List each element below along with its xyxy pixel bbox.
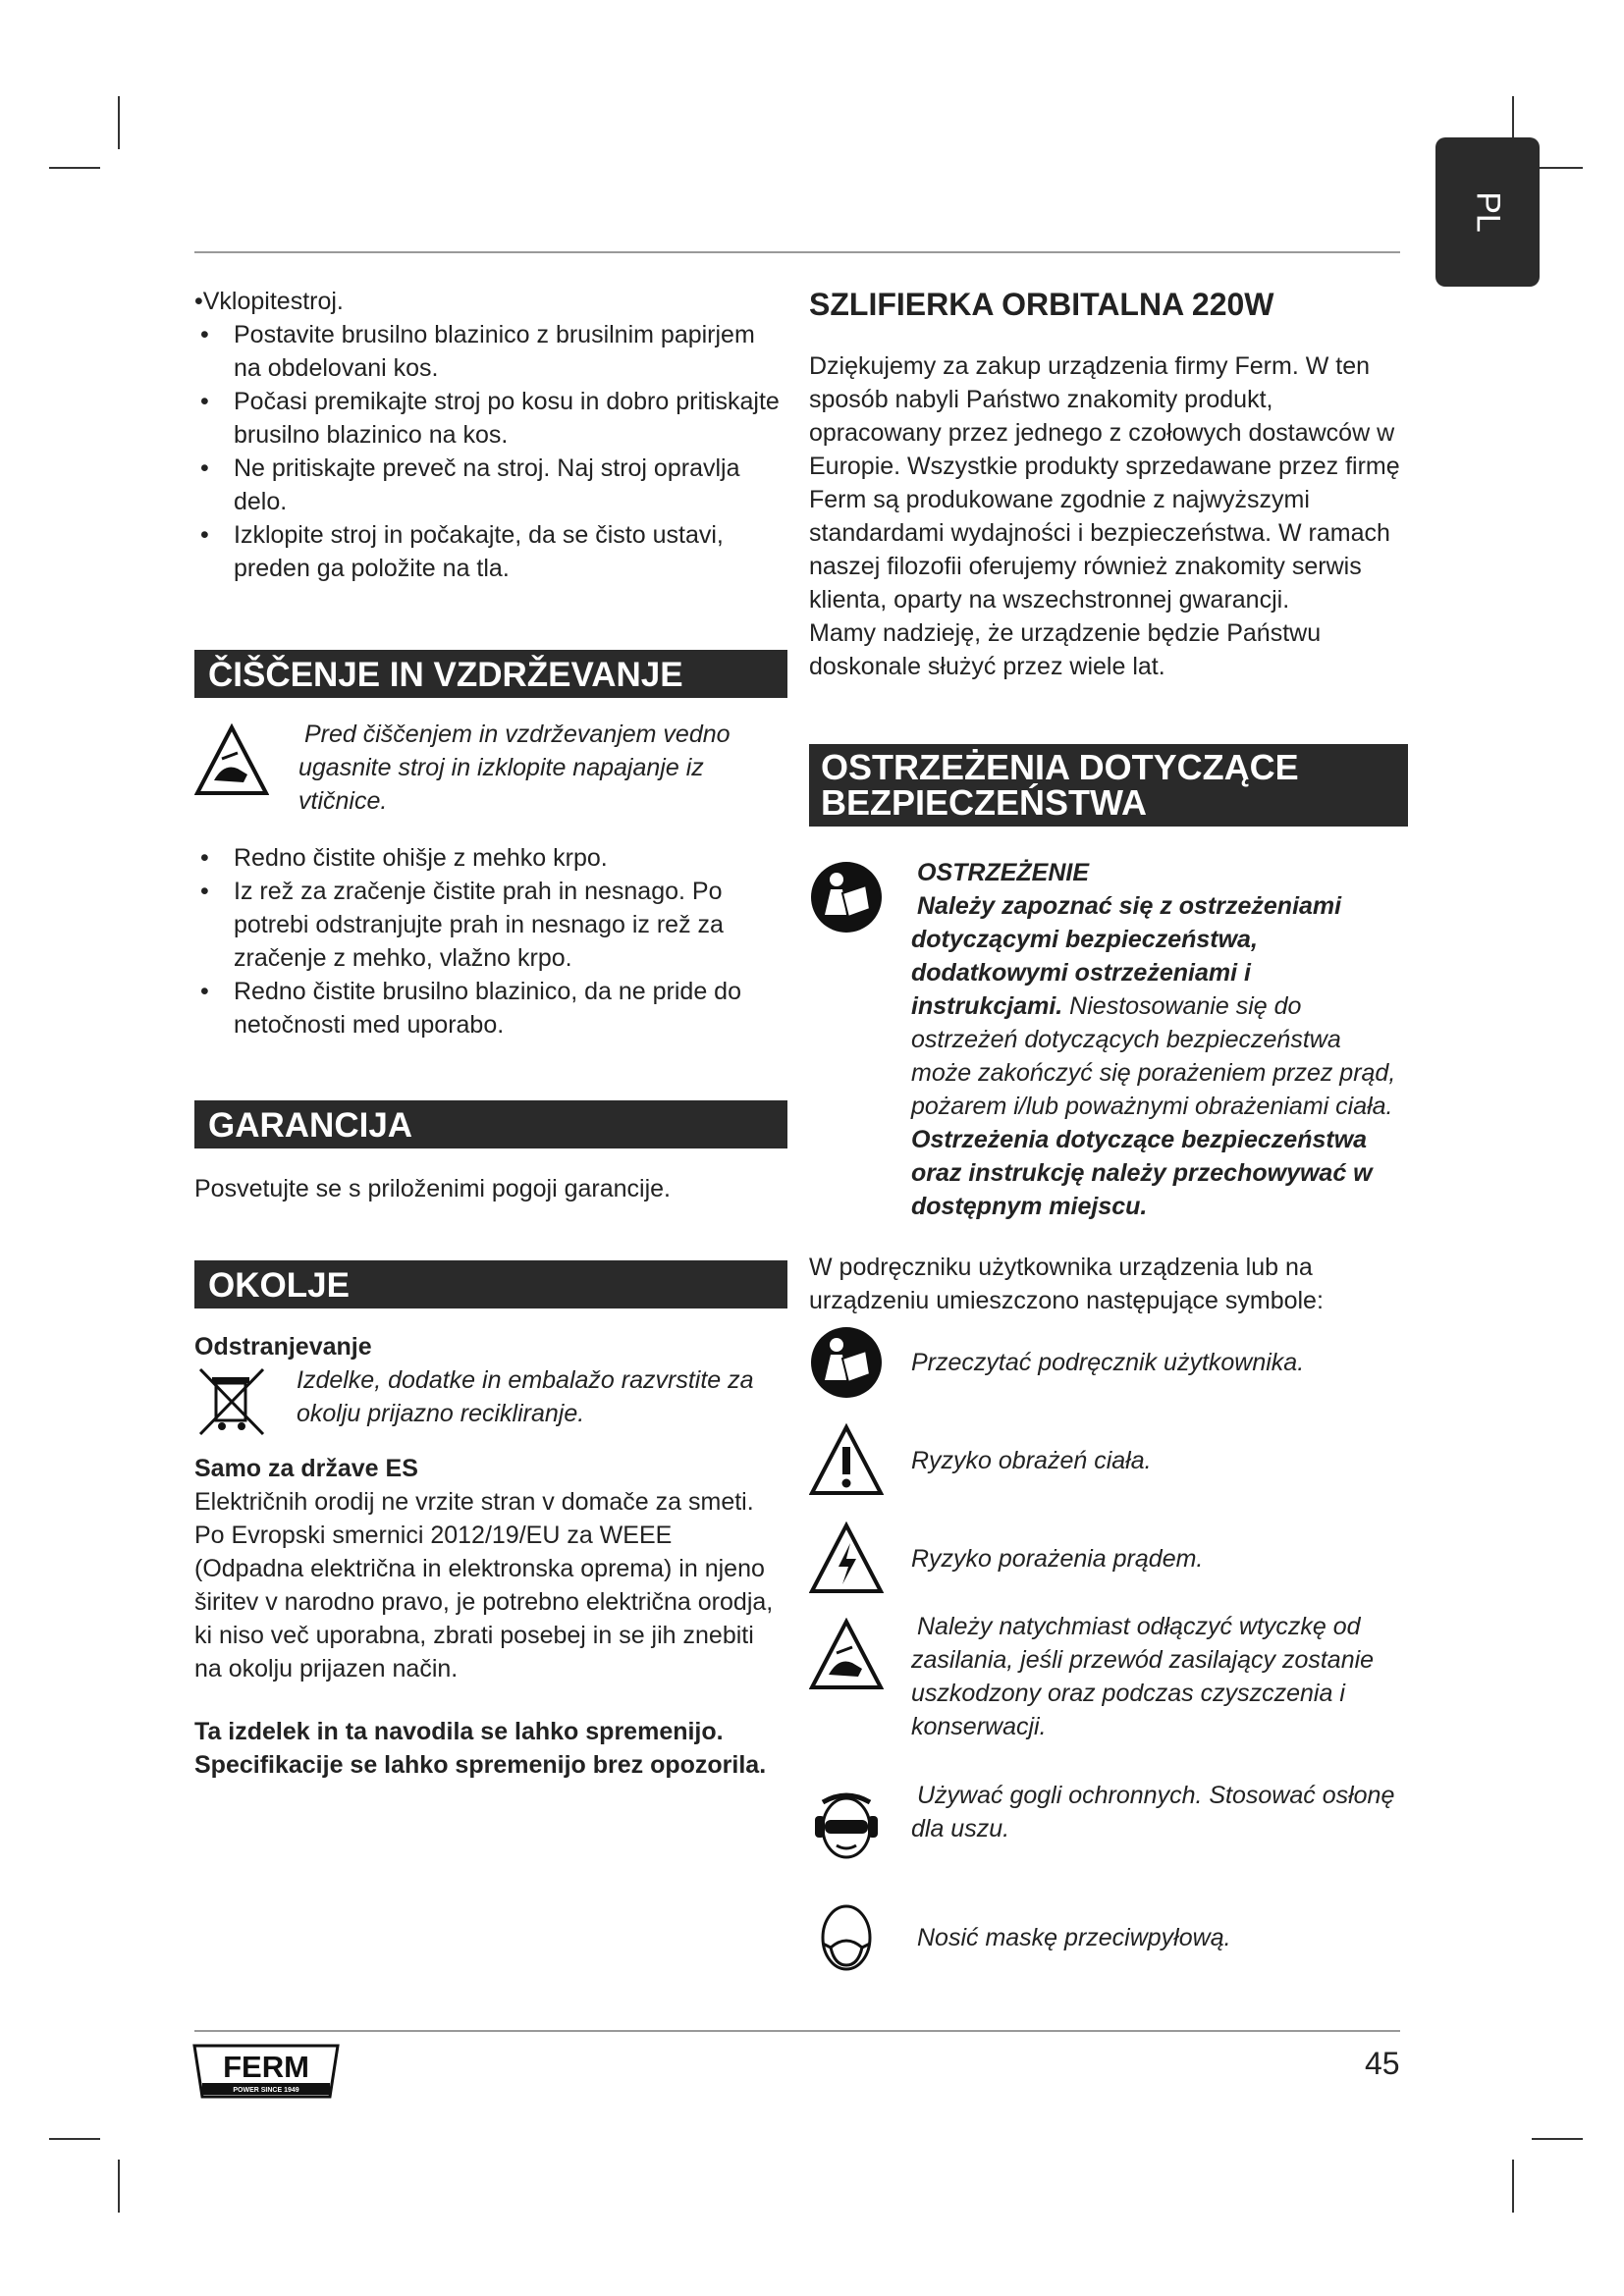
symbol-text: Ryzyko porażenia prądem. [911,1545,1204,1573]
cleaning-list [194,841,787,1041]
crossed-bin-icon [194,1363,269,1438]
language-tab [1435,137,1540,287]
bottom-rule [194,2030,1400,2032]
top-rule [194,251,1400,253]
read-manual-icon [809,860,884,934]
symbol-text: Należy natychmiast odłączyć wtyczkę od zasilania, jeśli przewód zasilający zostanie uszkodzony oraz podczas czyszczenia i konserwacji. [911,1613,1375,1740]
eu-heading: Samo za države ES [194,1455,418,1482]
intro-closing: Mamy nadzieję, że urządzenie będzie Państwu doskonale służyć przez wiele lat. [809,619,1322,680]
crop-mark [1512,2160,1514,2213]
warning-bold-text: Należy zapoznać się z ostrzeżeniami dotyczącymi bezpieczeństwa, dodatkowymi ostrzeżeniami i instrukcjami. [911,892,1342,1020]
symbol-text: Ryzyko obrażeń ciała. [911,1447,1152,1474]
left-column [194,285,787,1782]
dust-mask-icon [809,1900,884,1975]
crop-mark [1532,2138,1583,2140]
list-item: •Vklopitestroj. [194,288,344,315]
list-item: • Izklopite stroj in počakajte, da se čisto ustavi, preden ga položite na tla. [194,518,787,585]
symbol-row [809,1900,1408,1975]
symbol-row [809,1610,1408,1743]
general-warning [809,856,1408,1223]
sanding-steps-list [194,318,787,585]
safety-heading-line: BEZPIECZEŃSTWA [821,782,1148,823]
warning-triangle-icon [809,1423,884,1498]
safety-heading-line: OSTRZEŻENIA DOTYCZĄCE [821,747,1299,787]
symbol-text: Przeczytać podręcznik użytkownika. [911,1349,1305,1376]
list-item: • Počasi premikajte stroj po kosu in dobro pritiskajte brusilno blazinico na kos. [194,385,787,452]
list-item: • Ne pritiskajte preveč na stroj. Naj stroj opravlja delo. [194,452,787,518]
change-notice: Ta izdelek in ta navodila se lahko spremenijo. Specifikacije se lahko spremenijo brez opozorila. [194,1718,767,1779]
crop-mark [118,2160,120,2213]
cleaning-warning [194,718,787,818]
symbol-row [809,1779,1408,1863]
general-warning-text [911,856,1402,1223]
intro-text: Dziękujemy za zakup urządzenia firmy Ferm. W ten sposób nabyli Państwo znakomity produkt, opracowany przez jednego z czołowych dostawców w Europie. Wszystkie produkty sprzedawane przez firmę Ferm są produkowane zgodnie z najwyższymi standardami wydajności i bezpieczeństwa. W ramach naszej filozofii oferujemy również znakomity serwis klienta, oparty na wszechstronnej gwarancji. [809,352,1400,614]
crop-mark [49,2138,100,2140]
warning-bold-text: Ostrzeżenia dotyczące bezpieczeństwa oraz instrukcję należy przechowywać w dostępnym miejscu. [911,1126,1373,1220]
disposal-text: Izdelke, dodatke in embalažo razvrstite za okolju prijazno recikliranje. [297,1366,754,1427]
list-item: • Redno čistite brusilno blazinico, da ne pride do netočnosti med uporabo. [194,975,787,1041]
safety-heading [809,744,1408,827]
cleaning-warning-text: Pred čiščenjem in vzdrževanjem vedno ugasnite stroj in izklopite napajanje iz vtičnice. [298,721,731,815]
warning-body [911,889,1402,1223]
unplug-icon [809,1618,884,1692]
read-manual-icon [809,1325,884,1400]
symbol-text: Nosić maskę przeciwpyłową. [917,1924,1231,1951]
list-item: • Iz rež za zračenje čistite prah in nesnago. Po potrebi odstranjujte prah in nesnago iz rež za zračenje z mehko, vlažno krpo. [194,875,787,975]
unplug-icon [194,723,269,798]
electric-shock-icon [809,1522,884,1596]
disposal-row [194,1363,787,1438]
list-item: • Postavite brusilno blazinico z brusilnim papirjem na obdelovani kos. [194,318,787,385]
language-tab-label: PL [1469,191,1507,233]
crop-mark [49,167,100,169]
symbol-row [809,1325,1408,1400]
list-item: • Redno čistite ohišje z mehko krpo. [194,841,787,875]
warning-title: OSTRZEŻENIE [917,859,1090,886]
warranty-heading: GARANCIJA [194,1100,787,1148]
environment-heading: OKOLJE [194,1260,787,1308]
cleaning-heading: ČIŠČENJE IN VZDRŽEVANJE [194,650,787,698]
page-number: 45 [1365,2046,1400,2081]
symbols-intro: W podręczniku użytkownika urządzenia lub na urządzeniu umieszczono następujące symbole: [809,1254,1324,1314]
goggles-ear-protection-icon [809,1789,884,1863]
logo-text: FERM [223,2050,309,2084]
crop-mark [118,96,120,149]
warning-plain-text: Niestosowanie się do ostrzeżeń dotyczących bezpieczeństwa może zakończyć się porażeniem przez prąd, pożarem i/lub poważnymi obrażeniami ciała. [911,992,1396,1120]
eu-text: Električnih orodij ne vrzite stran v domače za smeti. Po Evropski smernici 2012/19/EU za WEEE (Odpadna električna in elektronska oprema) in njeno širitev v narodno pravo, je potrebno električna orodja, ki niso več uporabna, zbrati posebej in se jih znebiti na okolju prijazen način. [194,1488,774,1682]
disposal-heading: Odstranjevanje [194,1333,372,1361]
right-column [809,285,1408,1975]
ferm-logo [192,2044,340,2099]
symbol-text: Używać gogli ochronnych. Stosować osłonę dla uszu. [911,1782,1395,1842]
logo-tagline: POWER SINCE 1949 [233,2087,299,2094]
warranty-text: Posvetujte se s priloženimi pogoji garancije. [194,1175,671,1202]
page-title: SZLIFIERKA ORBITALNA 220W [809,287,1274,322]
symbol-row [809,1423,1408,1498]
symbol-row [809,1522,1408,1596]
